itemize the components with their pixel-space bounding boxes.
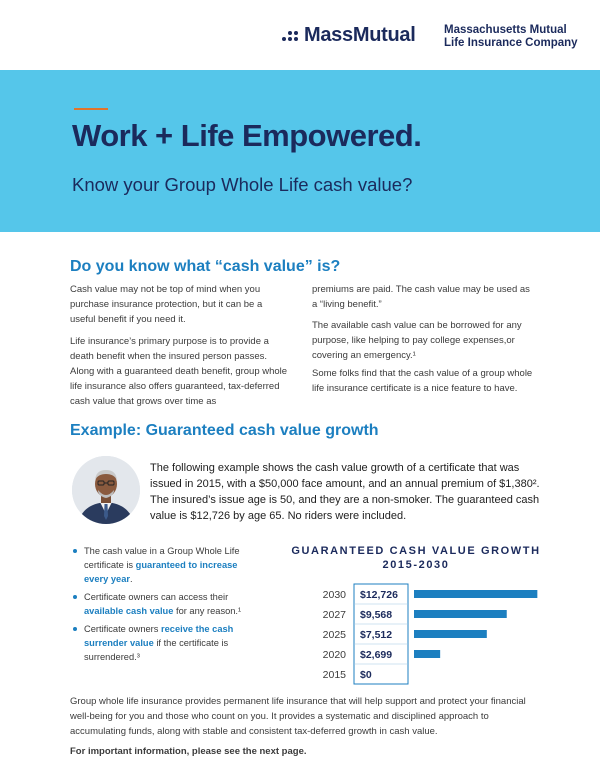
massmutual-logo <box>282 24 415 47</box>
value-label: $0 <box>360 669 372 681</box>
page-header <box>0 0 600 70</box>
benefit-list <box>72 544 262 668</box>
person-photo <box>72 456 140 524</box>
cash-value-bar-chart <box>310 582 542 686</box>
chart-title <box>290 544 542 572</box>
value-label: $2,699 <box>360 649 393 661</box>
chart-title-line-1: GUARANTEED CASH VALUE GROWTH <box>291 545 541 557</box>
list-item: Certificate owners can access their available cash value for any reason.¹ <box>72 590 262 618</box>
footer-note: For important information, please see the next page. <box>70 746 307 757</box>
section-heading-example: Example: Guaranteed cash value growth <box>70 422 379 439</box>
hero-banner <box>0 70 600 232</box>
company-line-2: Life Insurance Company <box>444 37 578 49</box>
value-label: $9,568 <box>360 609 393 621</box>
value-label: $7,512 <box>360 629 393 641</box>
bar-2030 <box>414 590 537 598</box>
bar-2025 <box>414 630 487 638</box>
paragraph-col2-3: Some folks find that the cash value of a group whole life insurance certificate is a nice feature to have. <box>312 368 533 394</box>
year-label: 2020 <box>322 649 346 661</box>
example-intro: The following example shows the cash value growth of a certificate that was issued in 2015, with a $50,000 face amount, and an annual premium of $1,380². The insured’s issue age is 50, and they are a non-smoker. The guaranteed cash value is $12,726 by age 65. No riders were included. <box>150 462 540 522</box>
logo-dots-icon <box>282 31 298 41</box>
paragraph-col2-2: The available cash value can be borrowed for any purpose, like helping to pay college expenses,or covering an emergency.¹ <box>312 320 522 361</box>
footer-paragraph: Group whole life insurance provides permanent life insurance that will help support and protect your financial well-being for you and those who count on you. It provides a systematic and disciplined approach to accumulating funds, along with stable and consistent tax-deferred growth in cash value. <box>70 696 526 737</box>
logo-text: MassMutual <box>304 24 416 46</box>
bar-2027 <box>414 610 507 618</box>
paragraph-col2-1: premiums are paid. The cash value may be used as a “living benefit.” <box>312 284 530 310</box>
chart-title-line-2: 2015-2030 <box>382 559 450 571</box>
company-name <box>444 24 578 50</box>
year-label: 2027 <box>322 609 346 621</box>
section-heading-cash-value: Do you know what “cash value” is? <box>70 258 341 275</box>
banner-title: Work + Life Empowered. <box>72 118 422 153</box>
year-label: 2025 <box>322 629 346 641</box>
paragraph-col1-2: Life insurance’s primary purpose is to provide a death benefit when the insured person passes. Along with a guaranteed death benefit, group whole life insurance also offers guaranteed, tax-deferred cash value that grows over time as <box>70 336 288 407</box>
year-label: 2030 <box>322 589 346 601</box>
bar-2020 <box>414 650 440 658</box>
list-item: The cash value in a Group Whole Life certificate is guaranteed to increase every year. <box>72 544 262 586</box>
value-label: $12,726 <box>360 589 398 601</box>
paragraph-col1-1: Cash value may not be top of mind when you purchase insurance protection, but it can be a useful benefit if you need it. <box>70 284 263 325</box>
list-item: Certificate owners receive the cash surrender value if the certificate is surrendered.³ <box>72 622 262 664</box>
year-label: 2015 <box>322 669 346 681</box>
company-line-1: Massachusetts Mutual <box>444 24 567 36</box>
banner-accent-rule <box>74 108 108 110</box>
banner-subtitle: Know your Group Whole Life cash value? <box>72 174 413 195</box>
